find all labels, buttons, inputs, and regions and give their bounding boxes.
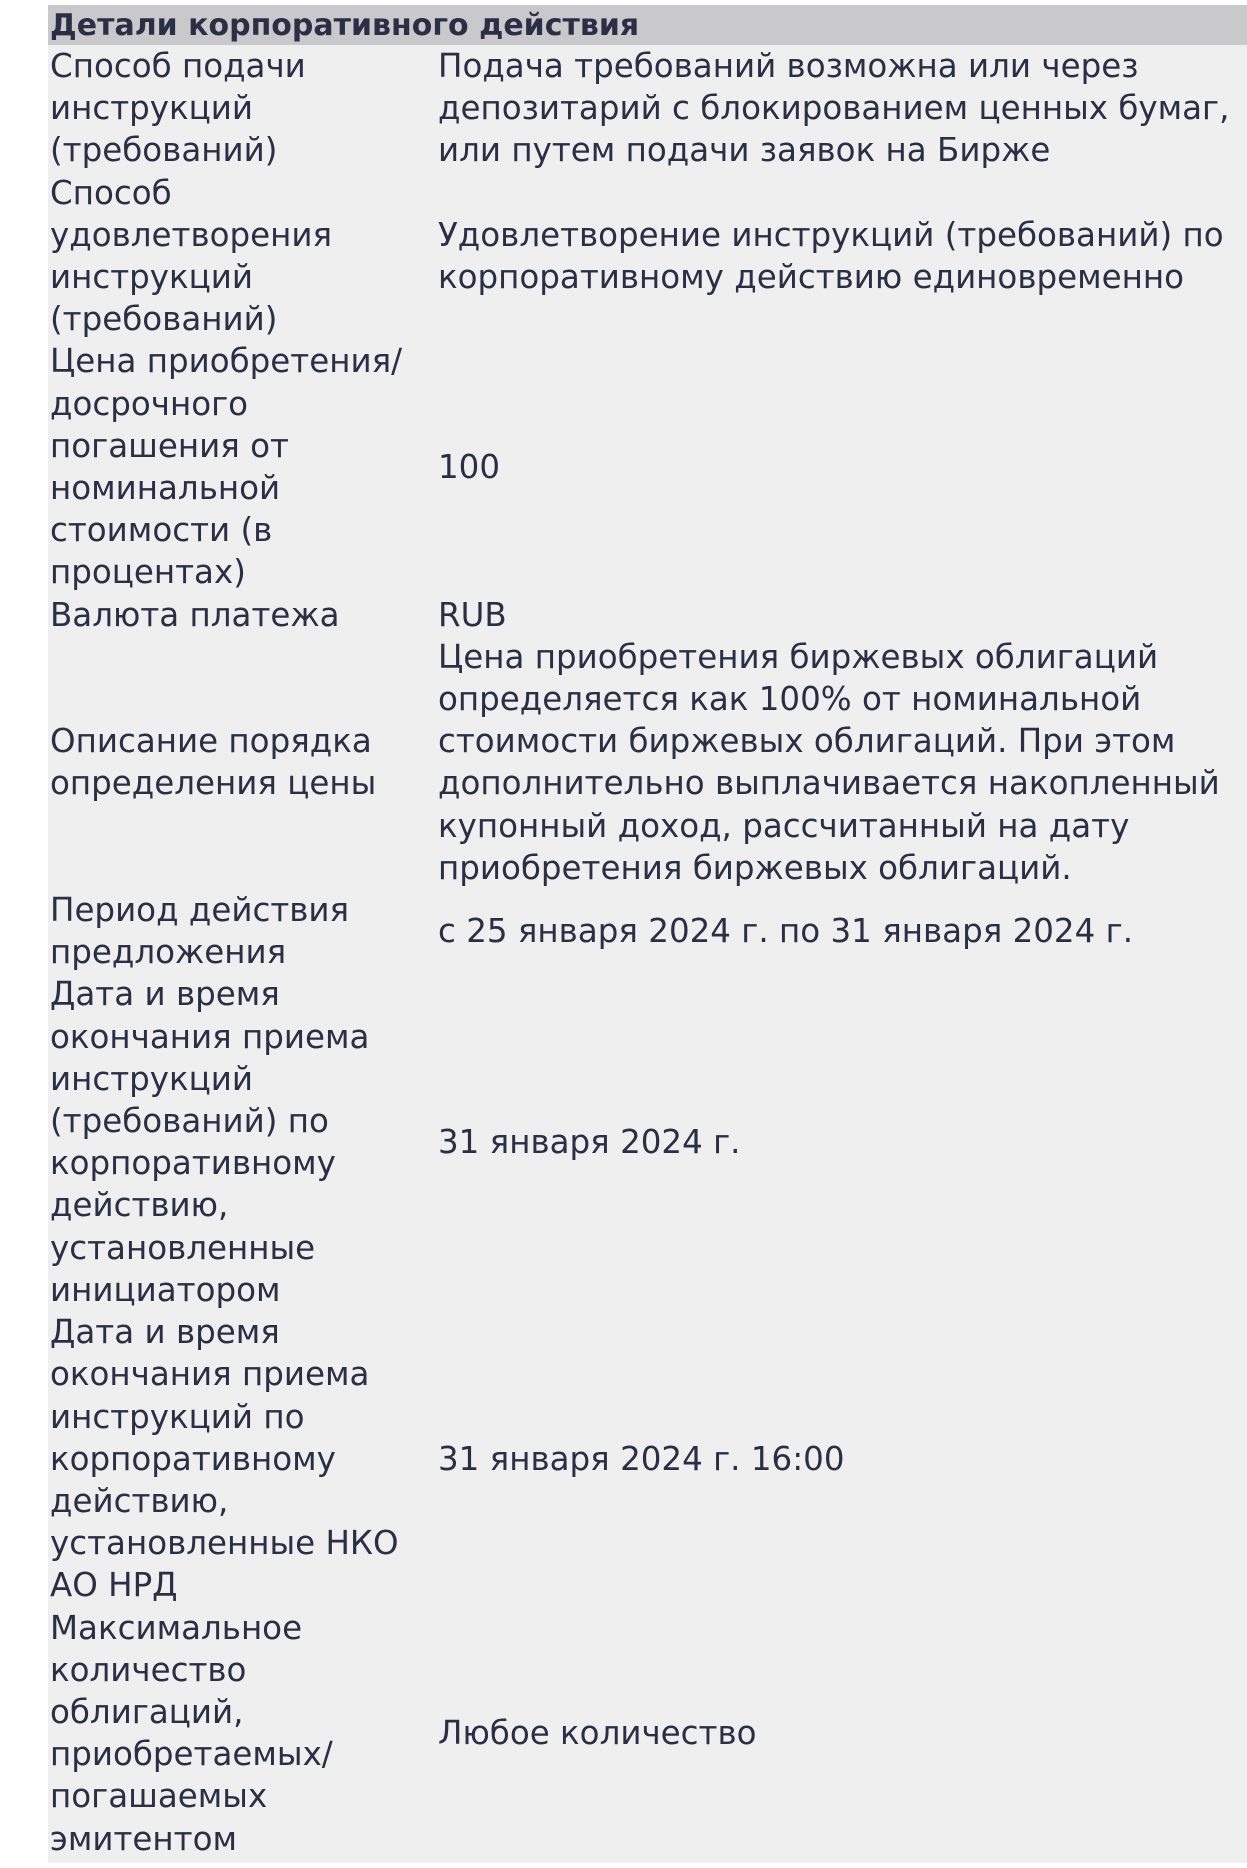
row-label: Способ подачи инструкций (требований) [50,47,306,170]
row-value: 31 января 2024 г. [438,1123,741,1162]
section-title: Детали корпоративного действия [48,5,1247,45]
row-value: с 25 января 2024 г. по 31 января 2024 г. [438,912,1134,951]
row-label: Описание порядка определения цены [50,722,377,803]
row-label: Цена приобретения/ досрочного погашения от номинальной стоимости (в процентах) [50,342,403,592]
row-label: Дата и время окончания приема инструкций по корпоративному действию, установленные НКО АО НРД [50,1313,399,1605]
row-value: Подача требований возможна или через депозитарий с блокированием ценных бумаг, или путем подачи заявок на Бирже [438,47,1230,170]
row-label: Способ удовлетворения инструкций (требований) [50,173,333,339]
table-row-max-quantity [48,1607,1247,1860]
table-row-price-description [48,636,1247,889]
corporate-action-details-panel [48,5,1247,1863]
row-label: Валюта платежа [50,595,340,634]
table-row-deadline-nsd [48,1311,1247,1606]
row-value: Удовлетворение инструкций (требований) по корпоративному действию единовременно [438,215,1224,297]
table-row-satisfaction-method [48,172,1247,341]
details-table [48,45,1247,1860]
row-label: Период действия предложения [50,891,350,972]
row-value: Цена приобретения биржевых облигаций определяется как 100% от номинальной стоимости биржевых облигаций. При этом дополнительно выплачивается накопленный купонный доход, рассчитанный на дату приобретения биржевых облигаций. [438,637,1220,887]
row-label: Максимальное количество облигаций, приобретаемых/ погашаемых эмитентом [50,1608,333,1858]
table-row-price-percent [48,340,1247,593]
row-value: 31 января 2024 г. 16:00 [438,1439,845,1478]
table-row-deadline-initiator [48,973,1247,1311]
row-value: RUB [438,595,507,634]
row-value: Любое количество [438,1714,757,1753]
table-row-payment-currency [48,594,1247,636]
row-value: 100 [438,447,501,486]
table-row-submission-method [48,45,1247,172]
row-label: Дата и время окончания приема инструкций (требований) по корпоративному действию, установленные инициатором [50,975,370,1309]
table-row-offer-period [48,889,1247,973]
